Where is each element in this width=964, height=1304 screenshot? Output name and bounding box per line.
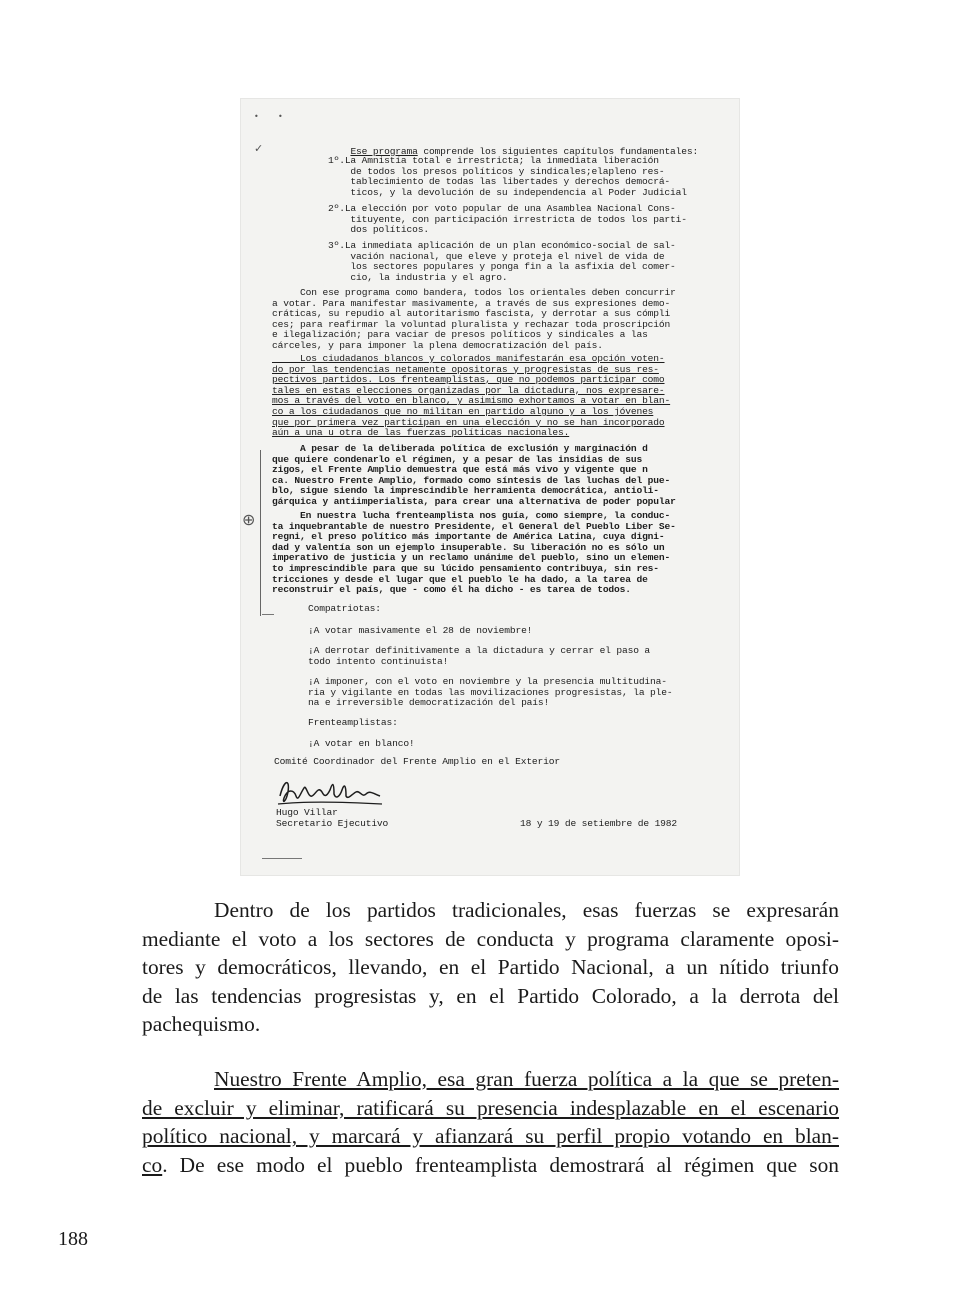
- scan-date: 18 y 19 de setiembre de 1982: [520, 818, 678, 829]
- body-line: de excluir y eliminar, ratificará su presencia indesplazable en el escenario: [142, 1095, 839, 1120]
- body-line: tores y democráticos, llevando, en el Partido Nacional, a un nítido triunfo: [142, 955, 839, 980]
- margin-mark: •: [254, 112, 259, 121]
- scan-exhortation-1: ¡A votar masivamente el 28 de noviembre!: [308, 625, 533, 636]
- scan-item-2: 2º.La elección por voto popular de una Asamblea Nacional Cons- tituyente, con participación irrestricta de todos los parti- dos políticos.: [328, 203, 687, 236]
- handwritten-signature: [276, 774, 386, 810]
- margin-bracket: [260, 450, 261, 616]
- scan-paragraph-4: En nuestra lucha frenteamplista nos guía, como siempre, la conduc- ta inquebrantable de nuestro Presidente, el General del Pueblo Liber Se- regni, el preso político más importante de América Latina, cuya digni- dad y valentía son un ejemplo insuperable. Su liberación no es sólo un imperativo de justicia y un reclamo unánime del pueblo, sino un elemen- to imprescindible para que su lúcido pensamiento contribuya, sin res- tricciones y desde el lugar que el pueblo le ha dado, a la tarea de reconstruir el país, que - como él ha dicho - es tarea de todos.: [272, 510, 676, 596]
- margin-mark: •: [278, 112, 283, 121]
- body-line: político nacional, y marcará y afianzará su perfil propio votando en blan-: [142, 1124, 839, 1149]
- margin-circle-mark: ⊕: [242, 510, 256, 529]
- body-line: mediante el voto a los sectores de conducta y programa claramente oposi-: [142, 926, 839, 951]
- body-line: Nuestro Frente Amplio, esa gran fuerza política a la que se preten-: [214, 1067, 839, 1091]
- body-paragraph-2: [142, 1065, 839, 1179]
- scan-item-1: 1º.La Amnistía total e irrestricta; la inmediata liberación de todos los presos políticos y sindicales;elapleno res- tablecimiento de todas las libertades y derechos democrá- ticos, y la devolución de su independencia al Poder Judicial: [328, 155, 687, 198]
- margin-mark: ✓: [254, 142, 264, 155]
- scan-item-3: 3º.La inmediata aplicación de un plan económico-social de sal- vación nacional, que eleve y proteja el nivel de vida de los sectores populares y ponga fin a la asfixia del comer- cio, la industria y el agro.: [328, 240, 676, 283]
- scan-compatriotas: Compatriotas:: [308, 603, 381, 614]
- scan-exhortation-2: ¡A derrotar definitivamente a la dictadura y cerrar el paso a todo intento continuista!: [308, 645, 651, 667]
- scan-heading: Ese programa comprende los siguientes capítulos fundamentales:: [350, 145, 699, 157]
- margin-tick: [262, 614, 274, 615]
- scan-bottom-rule: [262, 858, 302, 859]
- scan-paragraph-2: Los ciudadanos blancos y colorados manifestarán esa opción voten- do por las tendencias netamente opositoras y progresistas de sus res- pectivos partidos. Los frenteamplistas, que no podemos participar como tales en estas elecciones organizadas por la dictadura, nos expresare- mos a través del voto en blanco, y asimismo exhortamos a votar en blan- co a los ciudadanos que no militan en partido alguno y a los jóvenes que por primera vez participan en una elección y no se han incorporado aún a una u otra de las fuerzas políticas nacionales.: [272, 353, 671, 439]
- scan-frenteamplistas: Frenteamplistas:: [308, 717, 398, 728]
- scan-exhortation-4: ¡A votar en blanco!: [308, 738, 415, 749]
- scan-paragraph-3: A pesar de la deliberada política de exclusión y marginación d que quiere condenarlo el régimen, y a pesar de las insidias de sus zigos, el Frente Amplio demuestra que está más vivo y vigente que n ca. Nuestro Frente Amplio, formado como síntesis de las luchas del pue- blo, sigue siendo la imprescindible herramienta democrática, antioli- gárquica y antiimperialista, para crear una alternativa de poder popular: [272, 443, 676, 507]
- scan-exhortation-3: ¡A imponer, con el voto en noviembre y la presencia multitudina- ria y vigilante en todas las movilizaciones progresistas, la ple- na e irreversible democratización del país!: [308, 676, 673, 709]
- scan-committee: Comité Coordinador del Frente Amplio en el Exterior: [274, 756, 560, 767]
- scan-signer-name: Hugo Villar: [276, 807, 338, 818]
- body-line: co. De ese modo el pueblo frenteamplista demostrará al régimen que son: [142, 1152, 839, 1177]
- scan-paragraph-1: Con ese programa como bandera, todos los orientales deben concurrir a votar. Para manifestar masivamente, a través de sus expresiones demo- cráticas, su repudio al autoritarismo fascista, y derrotar a sus cómpli ces; para reafirmar la voluntad pluralista y rechazar toda proscripción e ilegalización; para vaciar de presos políticos y sindicales a las cárceles, y para imponer la plena democratización del país.: [272, 287, 676, 351]
- body-line: pachequismo.: [142, 1012, 261, 1037]
- scan-signer-title: Secretario Ejecutivo: [276, 818, 389, 829]
- body-line: Dentro de los partidos tradicionales, esas fuerzas se expresarán: [214, 898, 839, 922]
- body-line: de las tendencias progresistas y, en el Partido Colorado, a la derrota del: [142, 983, 839, 1008]
- scanned-document: [240, 98, 740, 876]
- page-number: 188: [58, 1228, 88, 1250]
- body-paragraph-1: [142, 896, 839, 1039]
